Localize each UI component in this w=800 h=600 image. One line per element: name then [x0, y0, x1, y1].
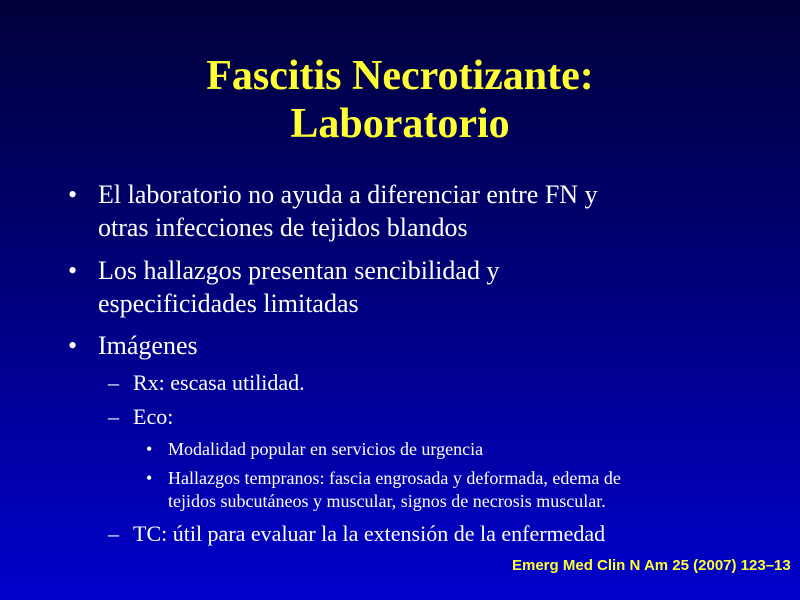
- bullet-findings-line1: Los hallazgos presentan sencibilidad y: [98, 256, 500, 285]
- bullet-item-findings: [68, 256, 77, 286]
- bullet-item-imaging: [68, 331, 77, 361]
- bullet-dot: •: [68, 256, 78, 285]
- bullet-lab-line2: otras infecciones de tejidos blandos: [98, 213, 468, 242]
- bullet-findings-line2: especificidades limitadas: [98, 289, 359, 318]
- bullet-item-lab: [68, 180, 77, 210]
- sub-item-tc: TC: útil para evaluar la la extensión de la enfermedad: [133, 521, 606, 546]
- sub-item-eco: Eco:: [133, 404, 174, 429]
- sub-sub-item-modality: Modalidad popular en servicios de urgencia: [168, 439, 484, 459]
- slide-title-line1: Fascitis Necrotizante:: [206, 53, 594, 99]
- bullet-lab-line1: El laboratorio no ayuda a diferenciar entre FN y: [98, 180, 598, 209]
- bullet-dot: •: [68, 331, 78, 360]
- citation: Emerg Med Clin N Am 25 (2007) 123–13: [512, 557, 791, 574]
- sub-sub-dot: •: [146, 439, 153, 459]
- sub-dash: –: [108, 370, 119, 395]
- sub-dash: –: [108, 521, 119, 546]
- sub-item-rx: Rx: escasa utilidad.: [133, 370, 305, 395]
- bullet-dot: •: [68, 180, 78, 209]
- sub-dash: –: [108, 404, 119, 429]
- sub-sub-dot: •: [146, 468, 153, 488]
- slide-title-line2: Laboratorio: [290, 101, 510, 147]
- sub-sub-item-findings-line1: Hallazgos tempranos: fascia engrosada y deformada, edema de: [168, 468, 621, 488]
- bullet-imaging-label: Imágenes: [98, 331, 198, 360]
- sub-sub-item-findings-line2: tejidos subcutáneos y muscular, signos de necrosis muscular.: [168, 491, 606, 511]
